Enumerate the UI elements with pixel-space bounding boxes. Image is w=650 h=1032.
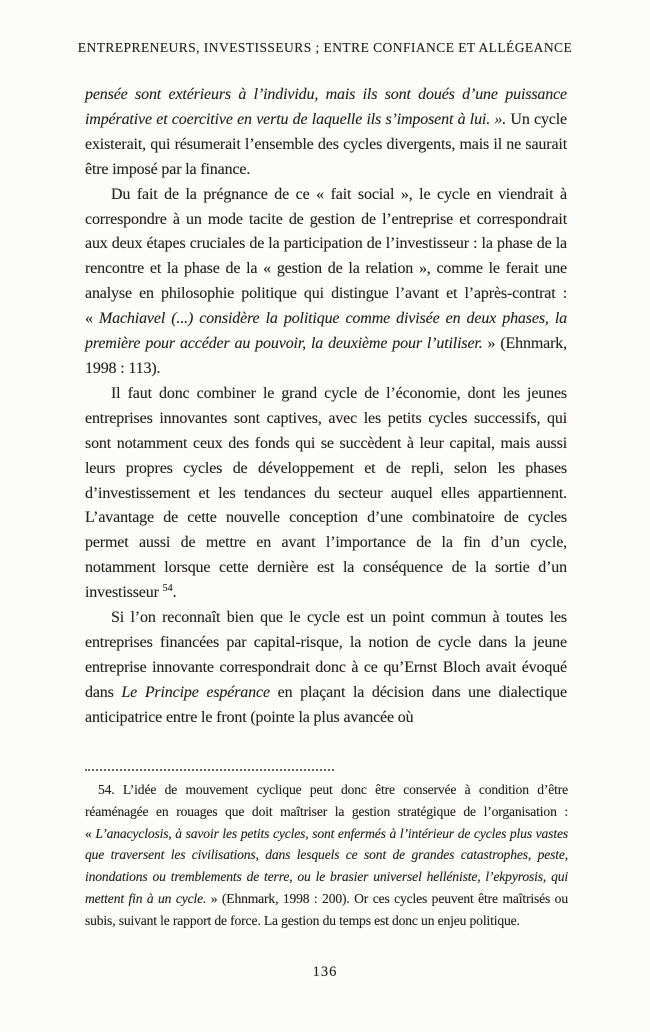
footnote-separator (85, 769, 334, 771)
text-run: Le Principe espérance (121, 683, 270, 701)
text-run: Du fait de la prégnance de ce « fait social », le cycle en viendrait à correspondre à un mode tacite de gestion de l’entreprise et correspondrait aux deux étapes cruciales de la participation de l’investisseur : la phase de la rencontre et la phase de la « gestion de la relation », comme le ferait une analyse en philosophie politique qui distingue l’avant et l’après-contrat : « (85, 185, 567, 328)
body-text (85, 83, 567, 731)
paragraph (85, 183, 567, 382)
text-run: » (Ehnmark, 1998 : 200). Or ces cycles peuvent être maîtrisés ou subis, suivant le rapport de force. La gestion du temps est donc un enjeu politique. (85, 890, 568, 928)
text-run: Si l’on reconnaît bien que le cycle est un point commun à toutes les entreprises financées par capital-risque, la notion de cycle dans la jeune entreprise innovante correspondrait donc à ce qu’Ernst Bloch avait évoqué dans (85, 609, 567, 701)
text-run: Il faut donc combiner le grand cycle de l’économie, dont les jeunes entreprises innovantes sont captives, avec les petits cycles successifs, qui sont notamment ceux des fonds qui se succèdent à leur capital, mais aussi leurs propres cycles de développement et de repli, selon les phases d’investissement et les tendances du secteur auquel elles appartiennent. L’avantage de cette nouvelle conception d’une combinatoire de cycles permet aussi de mettre en avant l’importance de la fin d’un cycle, notamment lorsque cette dernière est la conséquence de la sortie d’un investisseur (85, 384, 567, 602)
text-run: Machiavel (...) considère la politique comme divisée en deux phases, la première pour accéder au pouvoir, la deuxième pour l’utiliser. (85, 310, 567, 353)
text-run: L’anacyclosis, à savoir les petits cycles, sont enfermés à l’intérieur de cycles plus vastes que traversent les civilisations, dans lesquels ce sont de grandes catastrophes, peste, inondations ou tremblements de terre, ou le brasier universel helléniste, l’ekpyrosis, qui mettent fin à un cycle. (85, 825, 568, 906)
footnote (85, 779, 568, 932)
text-run: » (Ehnmark, 1998 : 113). (85, 335, 567, 377)
paragraph (85, 606, 567, 731)
paragraph (85, 382, 567, 606)
footnote-reference: 54 (162, 583, 173, 595)
text-run: Un cycle existerait, qui résumerait l’ensemble des cycles divergents, mais il ne saurait être imposé par la finance. (85, 110, 567, 178)
text-run: en plaçant la décision dans une dialectique anticipatrice entre le front (pointe la plus avancée où (85, 683, 567, 726)
running-header: ENTREPRENEURS, INVESTISSEURS ; ENTRE CONFIANCE ET ALLÉGEANCE (77, 40, 573, 55)
page-number: 136 (312, 964, 338, 980)
text-run: pensée sont extérieurs à l’individu, mais ils sont doués d’une puissance impérative et coercitive en vertu de laquelle ils s’imposent à lui. ». (85, 86, 567, 128)
text-run: 54. L’idée de mouvement cyclique peut donc être conservée à condition d’être réaménagée en rouages que doit maîtriser la gestion stratégique de l’organisation : « (85, 782, 568, 841)
paragraph (85, 83, 567, 183)
text-run: . (172, 584, 177, 602)
